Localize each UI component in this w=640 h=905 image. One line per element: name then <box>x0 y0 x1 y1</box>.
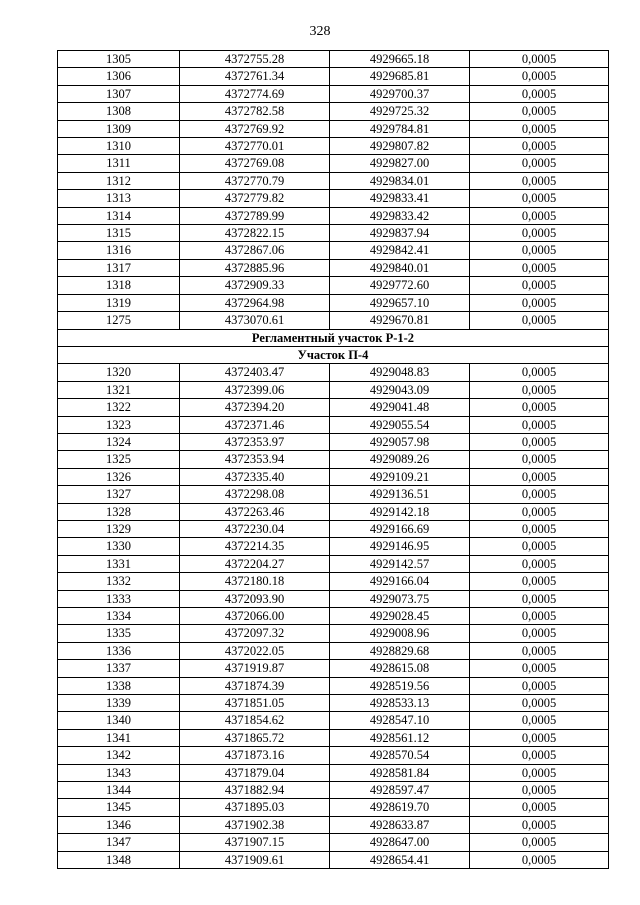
table-row <box>58 312 609 329</box>
table-row <box>58 468 609 485</box>
point-number-cell: 1323 <box>58 416 180 433</box>
point-number-cell: 1348 <box>58 851 180 868</box>
table-row <box>58 677 609 694</box>
x-coordinate-cell: 4373070.61 <box>180 312 330 329</box>
point-number-cell: 1347 <box>58 834 180 851</box>
point-number-cell: 1329 <box>58 520 180 537</box>
x-coordinate-cell: 4371919.87 <box>180 660 330 677</box>
x-coordinate-cell: 4372822.15 <box>180 225 330 242</box>
table-row <box>58 799 609 816</box>
y-coordinate-cell: 4929146.95 <box>330 538 470 555</box>
point-number-cell: 1333 <box>58 590 180 607</box>
x-coordinate-cell: 4372770.01 <box>180 138 330 155</box>
y-coordinate-cell: 4929109.21 <box>330 468 470 485</box>
x-coordinate-cell: 4372761.34 <box>180 68 330 85</box>
y-coordinate-cell: 4928519.56 <box>330 677 470 694</box>
table-row <box>58 520 609 537</box>
subsection-title-row <box>58 346 609 363</box>
table-row <box>58 259 609 276</box>
y-coordinate-cell: 4929055.54 <box>330 416 470 433</box>
point-number-cell: 1309 <box>58 120 180 137</box>
accuracy-cell: 0,0005 <box>470 590 609 607</box>
y-coordinate-cell: 4929657.10 <box>330 294 470 311</box>
point-number-cell: 1314 <box>58 207 180 224</box>
point-number-cell: 1275 <box>58 312 180 329</box>
y-coordinate-cell: 4929833.41 <box>330 190 470 207</box>
table-row <box>58 573 609 590</box>
table-row <box>58 764 609 781</box>
accuracy-cell: 0,0005 <box>470 555 609 572</box>
table-row <box>58 85 609 102</box>
x-coordinate-cell: 4371882.94 <box>180 782 330 799</box>
point-number-cell: 1335 <box>58 625 180 642</box>
y-coordinate-cell: 4929041.48 <box>330 399 470 416</box>
y-coordinate-cell: 4928633.87 <box>330 816 470 833</box>
accuracy-cell: 0,0005 <box>470 538 609 555</box>
y-coordinate-cell: 4929827.00 <box>330 155 470 172</box>
table-row <box>58 555 609 572</box>
table-row <box>58 277 609 294</box>
x-coordinate-cell: 4371879.04 <box>180 764 330 781</box>
y-coordinate-cell: 4929772.60 <box>330 277 470 294</box>
table-row <box>58 207 609 224</box>
accuracy-cell: 0,0005 <box>470 172 609 189</box>
table-row <box>58 172 609 189</box>
y-coordinate-cell: 4928547.10 <box>330 712 470 729</box>
section-header <box>58 329 609 364</box>
x-coordinate-cell: 4372394.20 <box>180 399 330 416</box>
accuracy-cell: 0,0005 <box>470 190 609 207</box>
accuracy-cell: 0,0005 <box>470 103 609 120</box>
table-row <box>58 51 609 68</box>
y-coordinate-cell: 4929670.81 <box>330 312 470 329</box>
table-row <box>58 486 609 503</box>
point-number-cell: 1318 <box>58 277 180 294</box>
x-coordinate-cell: 4372093.90 <box>180 590 330 607</box>
y-coordinate-cell: 4928654.41 <box>330 851 470 868</box>
table-row <box>58 294 609 311</box>
accuracy-cell: 0,0005 <box>470 433 609 450</box>
y-coordinate-cell: 4929833.42 <box>330 207 470 224</box>
accuracy-cell: 0,0005 <box>470 486 609 503</box>
y-coordinate-cell: 4929807.82 <box>330 138 470 155</box>
y-coordinate-cell: 4928570.54 <box>330 747 470 764</box>
table-row <box>58 399 609 416</box>
point-number-cell: 1313 <box>58 190 180 207</box>
x-coordinate-cell: 4371851.05 <box>180 695 330 712</box>
point-number-cell: 1332 <box>58 573 180 590</box>
accuracy-cell: 0,0005 <box>470 416 609 433</box>
x-coordinate-cell: 4372909.33 <box>180 277 330 294</box>
x-coordinate-cell: 4371865.72 <box>180 729 330 746</box>
accuracy-cell: 0,0005 <box>470 677 609 694</box>
y-coordinate-cell: 4929840.01 <box>330 259 470 276</box>
point-number-cell: 1308 <box>58 103 180 120</box>
x-coordinate-cell: 4372789.99 <box>180 207 330 224</box>
table-row <box>58 729 609 746</box>
y-coordinate-cell: 4929028.45 <box>330 608 470 625</box>
accuracy-cell: 0,0005 <box>470 242 609 259</box>
accuracy-cell: 0,0005 <box>470 468 609 485</box>
x-coordinate-cell: 4372779.82 <box>180 190 330 207</box>
x-coordinate-cell: 4371873.16 <box>180 747 330 764</box>
point-number-cell: 1343 <box>58 764 180 781</box>
point-number-cell: 1331 <box>58 555 180 572</box>
point-number-cell: 1336 <box>58 642 180 659</box>
x-coordinate-cell: 4372867.06 <box>180 242 330 259</box>
x-coordinate-cell: 4372769.92 <box>180 120 330 137</box>
accuracy-cell: 0,0005 <box>470 155 609 172</box>
accuracy-cell: 0,0005 <box>470 120 609 137</box>
y-coordinate-cell: 4929166.69 <box>330 520 470 537</box>
accuracy-cell: 0,0005 <box>470 799 609 816</box>
point-number-cell: 1306 <box>58 68 180 85</box>
table-row <box>58 538 609 555</box>
point-number-cell: 1328 <box>58 503 180 520</box>
point-number-cell: 1315 <box>58 225 180 242</box>
x-coordinate-cell: 4372770.79 <box>180 172 330 189</box>
x-coordinate-cell: 4371854.62 <box>180 712 330 729</box>
section-title: Регламентный участок Р-1-2 <box>58 329 609 346</box>
accuracy-cell: 0,0005 <box>470 294 609 311</box>
y-coordinate-cell: 4928581.84 <box>330 764 470 781</box>
table-row <box>58 660 609 677</box>
y-coordinate-cell: 4929784.81 <box>330 120 470 137</box>
table-row <box>58 68 609 85</box>
y-coordinate-cell: 4928829.68 <box>330 642 470 659</box>
x-coordinate-cell: 4372774.69 <box>180 85 330 102</box>
table-row <box>58 625 609 642</box>
table-row <box>58 782 609 799</box>
table-row <box>58 190 609 207</box>
y-coordinate-cell: 4929700.37 <box>330 85 470 102</box>
table-row <box>58 120 609 137</box>
y-coordinate-cell: 4929008.96 <box>330 625 470 642</box>
point-number-cell: 1344 <box>58 782 180 799</box>
subsection-title: Участок П-4 <box>58 346 609 363</box>
y-coordinate-cell: 4929725.32 <box>330 103 470 120</box>
point-number-cell: 1338 <box>58 677 180 694</box>
y-coordinate-cell: 4928647.00 <box>330 834 470 851</box>
accuracy-cell: 0,0005 <box>470 399 609 416</box>
point-number-cell: 1325 <box>58 451 180 468</box>
accuracy-cell: 0,0005 <box>470 851 609 868</box>
y-coordinate-cell: 4929834.01 <box>330 172 470 189</box>
accuracy-cell: 0,0005 <box>470 68 609 85</box>
section-title-row <box>58 329 609 346</box>
accuracy-cell: 0,0005 <box>470 573 609 590</box>
accuracy-cell: 0,0005 <box>470 503 609 520</box>
y-coordinate-cell: 4928615.08 <box>330 660 470 677</box>
accuracy-cell: 0,0005 <box>470 51 609 68</box>
table-row <box>58 851 609 868</box>
x-coordinate-cell: 4371874.39 <box>180 677 330 694</box>
table-row <box>58 451 609 468</box>
x-coordinate-cell: 4372097.32 <box>180 625 330 642</box>
table-row <box>58 503 609 520</box>
accuracy-cell: 0,0005 <box>470 642 609 659</box>
x-coordinate-cell: 4372782.58 <box>180 103 330 120</box>
x-coordinate-cell: 4372022.05 <box>180 642 330 659</box>
table-row <box>58 747 609 764</box>
x-coordinate-cell: 4372204.27 <box>180 555 330 572</box>
y-coordinate-cell: 4929142.18 <box>330 503 470 520</box>
table-row <box>58 225 609 242</box>
accuracy-cell: 0,0005 <box>470 764 609 781</box>
x-coordinate-cell: 4372885.96 <box>180 259 330 276</box>
table-row <box>58 712 609 729</box>
page-number: 328 <box>309 24 331 39</box>
table-row <box>58 834 609 851</box>
accuracy-cell: 0,0005 <box>470 277 609 294</box>
y-coordinate-cell: 4929057.98 <box>330 433 470 450</box>
accuracy-cell: 0,0005 <box>470 381 609 398</box>
point-number-cell: 1310 <box>58 138 180 155</box>
accuracy-cell: 0,0005 <box>470 520 609 537</box>
accuracy-cell: 0,0005 <box>470 207 609 224</box>
point-number-cell: 1312 <box>58 172 180 189</box>
accuracy-cell: 0,0005 <box>470 312 609 329</box>
accuracy-cell: 0,0005 <box>470 782 609 799</box>
y-coordinate-cell: 4929089.26 <box>330 451 470 468</box>
table-row <box>58 364 609 381</box>
point-number-cell: 1337 <box>58 660 180 677</box>
y-coordinate-cell: 4928597.47 <box>330 782 470 799</box>
point-number-cell: 1330 <box>58 538 180 555</box>
point-number-cell: 1345 <box>58 799 180 816</box>
x-coordinate-cell: 4372769.08 <box>180 155 330 172</box>
y-coordinate-cell: 4928561.12 <box>330 729 470 746</box>
y-coordinate-cell: 4929837.94 <box>330 225 470 242</box>
accuracy-cell: 0,0005 <box>470 364 609 381</box>
x-coordinate-cell: 4372180.18 <box>180 573 330 590</box>
x-coordinate-cell: 4372403.47 <box>180 364 330 381</box>
y-coordinate-cell: 4929136.51 <box>330 486 470 503</box>
accuracy-cell: 0,0005 <box>470 660 609 677</box>
x-coordinate-cell: 4372353.94 <box>180 451 330 468</box>
point-number-cell: 1305 <box>58 51 180 68</box>
accuracy-cell: 0,0005 <box>470 712 609 729</box>
point-number-cell: 1322 <box>58 399 180 416</box>
y-coordinate-cell: 4928619.70 <box>330 799 470 816</box>
point-number-cell: 1340 <box>58 712 180 729</box>
accuracy-cell: 0,0005 <box>470 747 609 764</box>
table-row <box>58 138 609 155</box>
point-number-cell: 1334 <box>58 608 180 625</box>
table-row <box>58 642 609 659</box>
table-row <box>58 416 609 433</box>
accuracy-cell: 0,0005 <box>470 608 609 625</box>
y-coordinate-cell: 4929842.41 <box>330 242 470 259</box>
table-row <box>58 590 609 607</box>
y-coordinate-cell: 4929048.83 <box>330 364 470 381</box>
accuracy-cell: 0,0005 <box>470 625 609 642</box>
x-coordinate-cell: 4372755.28 <box>180 51 330 68</box>
coordinates-group-2 <box>58 364 609 869</box>
y-coordinate-cell: 4929142.57 <box>330 555 470 572</box>
y-coordinate-cell: 4929665.18 <box>330 51 470 68</box>
point-number-cell: 1307 <box>58 85 180 102</box>
x-coordinate-cell: 4371907.15 <box>180 834 330 851</box>
accuracy-cell: 0,0005 <box>470 259 609 276</box>
table-row <box>58 155 609 172</box>
point-number-cell: 1311 <box>58 155 180 172</box>
accuracy-cell: 0,0005 <box>470 834 609 851</box>
point-number-cell: 1346 <box>58 816 180 833</box>
x-coordinate-cell: 4372298.08 <box>180 486 330 503</box>
coordinates-table <box>57 50 609 869</box>
point-number-cell: 1324 <box>58 433 180 450</box>
table-row <box>58 242 609 259</box>
table-row <box>58 816 609 833</box>
x-coordinate-cell: 4372066.00 <box>180 608 330 625</box>
accuracy-cell: 0,0005 <box>470 85 609 102</box>
x-coordinate-cell: 4372335.40 <box>180 468 330 485</box>
accuracy-cell: 0,0005 <box>470 451 609 468</box>
accuracy-cell: 0,0005 <box>470 729 609 746</box>
y-coordinate-cell: 4929073.75 <box>330 590 470 607</box>
point-number-cell: 1327 <box>58 486 180 503</box>
x-coordinate-cell: 4372964.98 <box>180 294 330 311</box>
accuracy-cell: 0,0005 <box>470 695 609 712</box>
point-number-cell: 1342 <box>58 747 180 764</box>
x-coordinate-cell: 4372263.46 <box>180 503 330 520</box>
x-coordinate-cell: 4372371.46 <box>180 416 330 433</box>
point-number-cell: 1321 <box>58 381 180 398</box>
point-number-cell: 1317 <box>58 259 180 276</box>
x-coordinate-cell: 4371895.03 <box>180 799 330 816</box>
accuracy-cell: 0,0005 <box>470 138 609 155</box>
y-coordinate-cell: 4928533.13 <box>330 695 470 712</box>
x-coordinate-cell: 4372353.97 <box>180 433 330 450</box>
y-coordinate-cell: 4929166.04 <box>330 573 470 590</box>
point-number-cell: 1316 <box>58 242 180 259</box>
point-number-cell: 1339 <box>58 695 180 712</box>
table-row <box>58 608 609 625</box>
y-coordinate-cell: 4929043.09 <box>330 381 470 398</box>
point-number-cell: 1319 <box>58 294 180 311</box>
x-coordinate-cell: 4372214.35 <box>180 538 330 555</box>
y-coordinate-cell: 4929685.81 <box>330 68 470 85</box>
coordinates-group-1 <box>58 51 609 330</box>
point-number-cell: 1341 <box>58 729 180 746</box>
accuracy-cell: 0,0005 <box>470 225 609 242</box>
table-row <box>58 381 609 398</box>
point-number-cell: 1320 <box>58 364 180 381</box>
table-row <box>58 695 609 712</box>
table-row <box>58 433 609 450</box>
x-coordinate-cell: 4372230.04 <box>180 520 330 537</box>
table-row <box>58 103 609 120</box>
x-coordinate-cell: 4372399.06 <box>180 381 330 398</box>
x-coordinate-cell: 4371909.61 <box>180 851 330 868</box>
accuracy-cell: 0,0005 <box>470 816 609 833</box>
point-number-cell: 1326 <box>58 468 180 485</box>
x-coordinate-cell: 4371902.38 <box>180 816 330 833</box>
